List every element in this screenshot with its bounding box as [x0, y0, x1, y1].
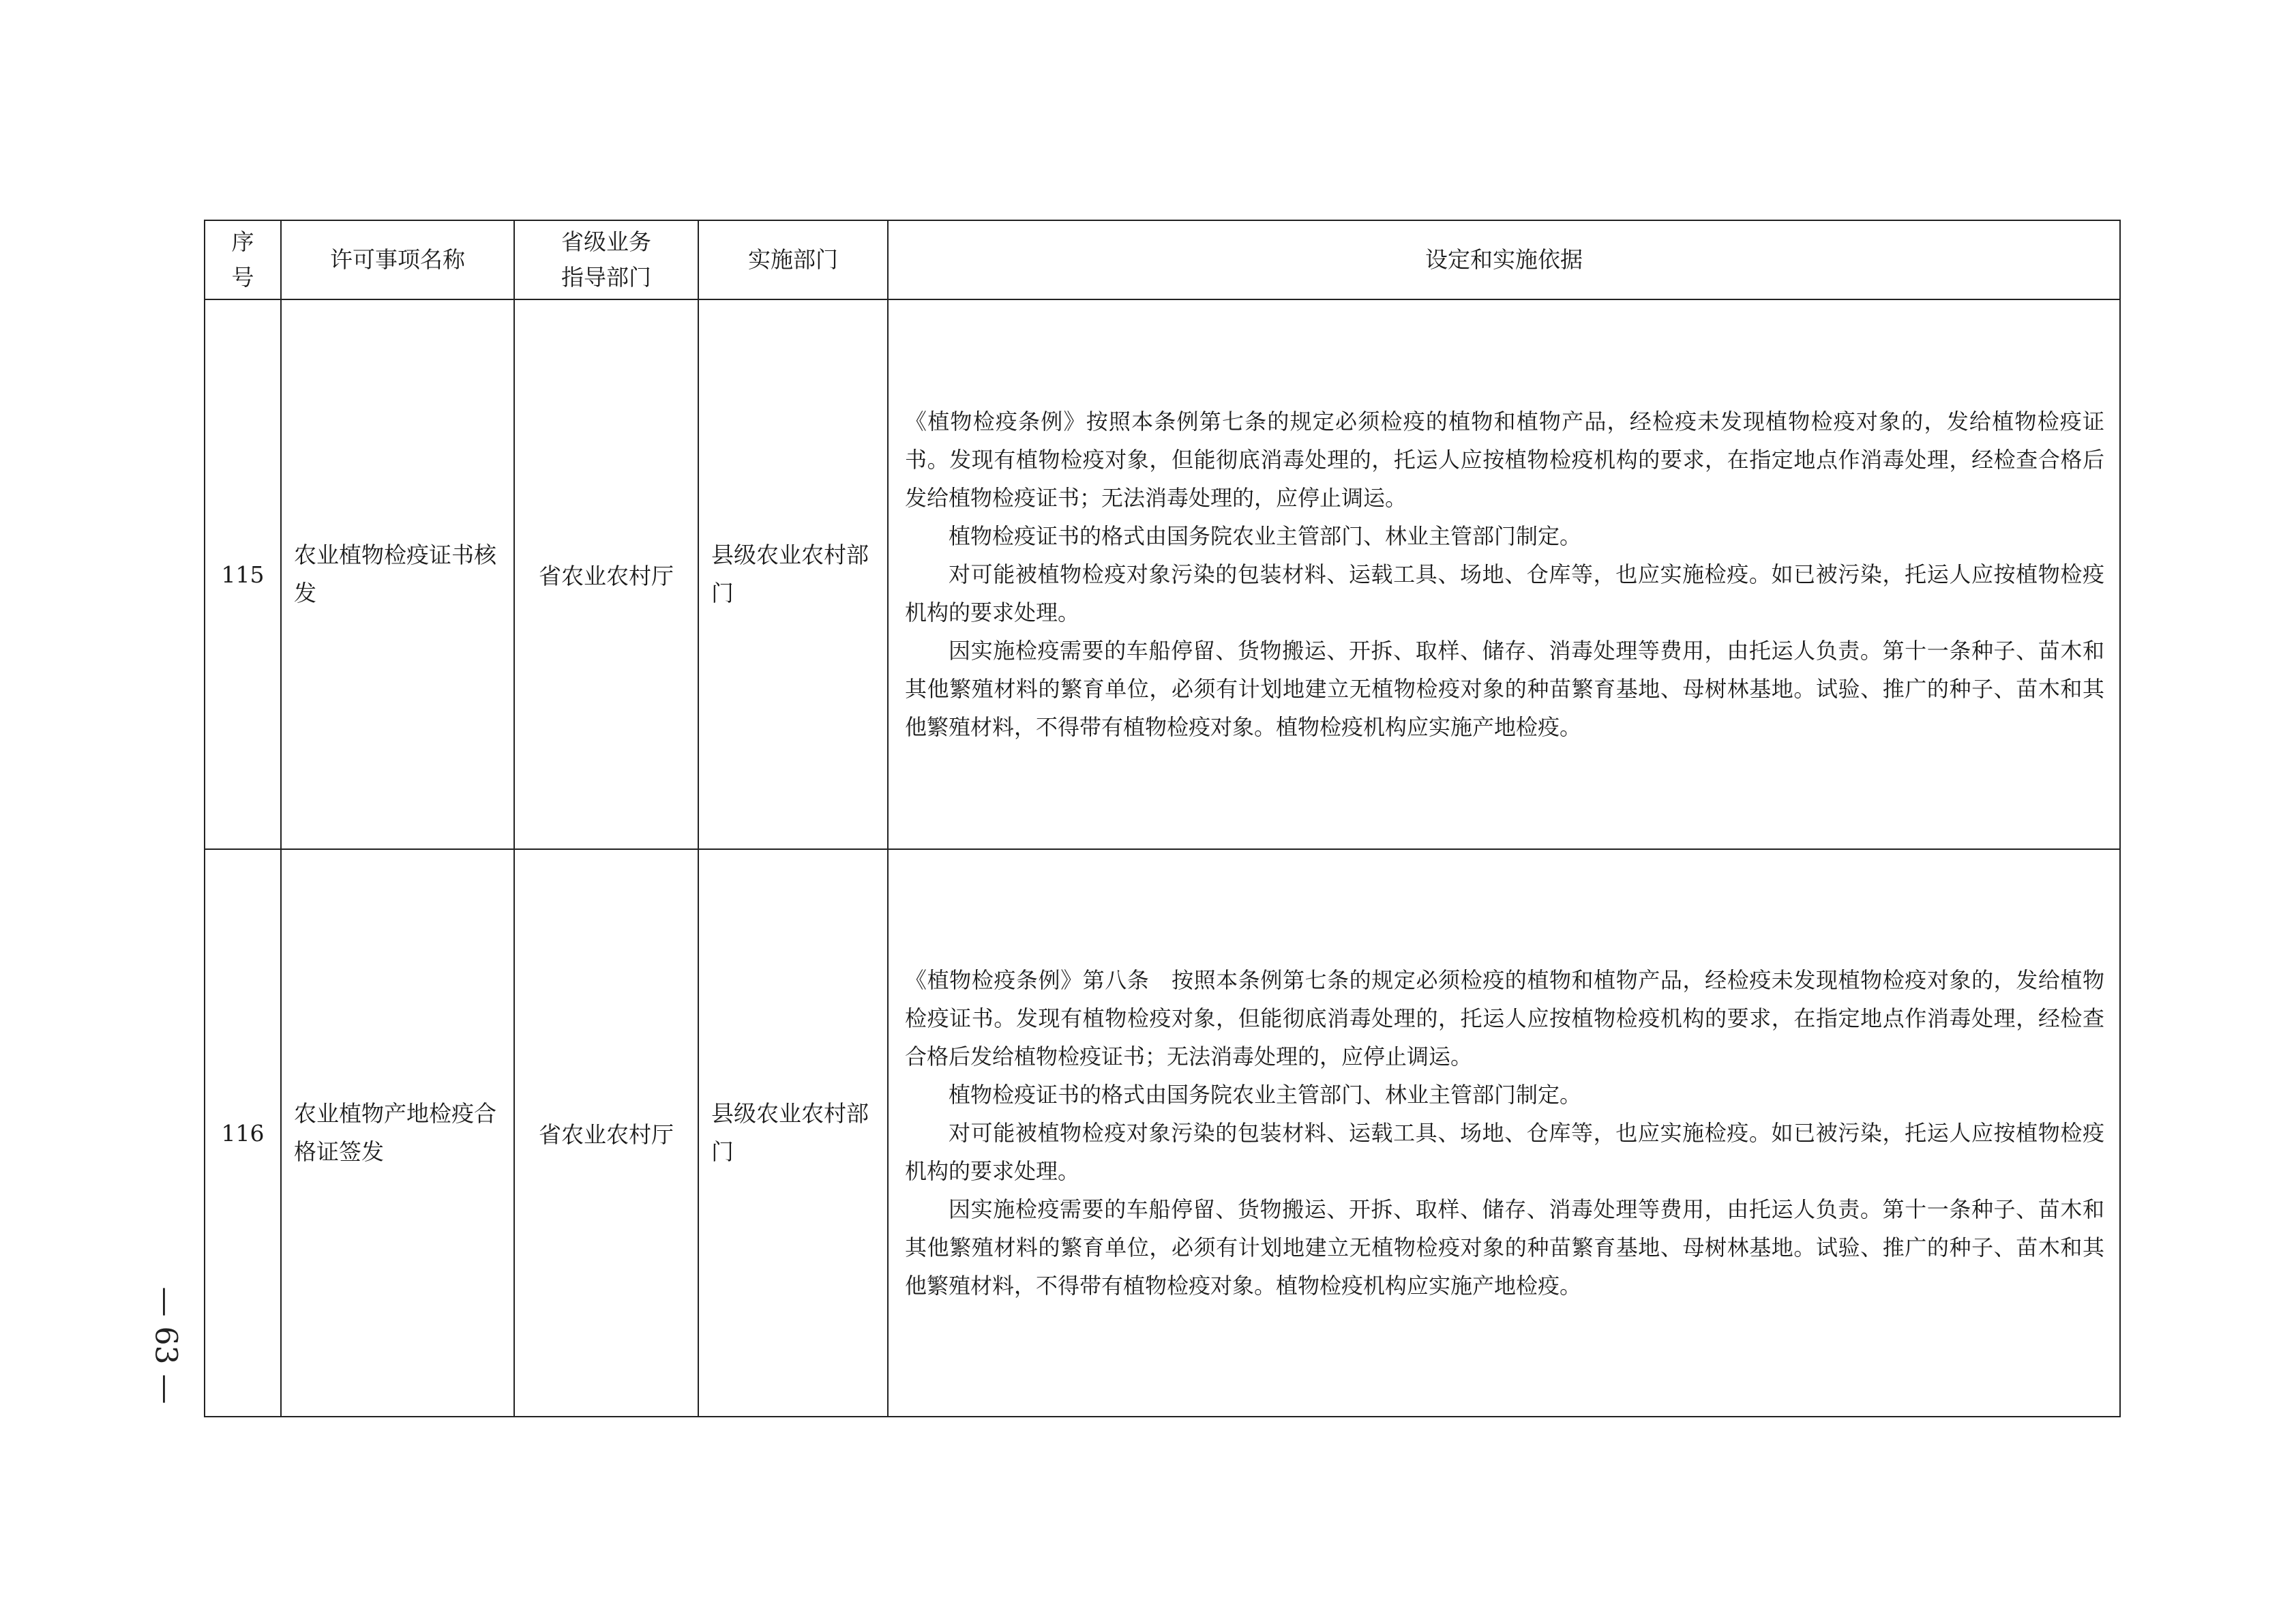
- basis-paragraph: 因实施检疫需要的车船停留、货物搬运、开拆、取样、储存、消毒处理等费用，由托运人负责。第十一条种子、苗木和其他繁殖材料的繁育单位，必须有计划地建立无植物检疫对象的种苗繁育基地、母树林基地。试验、推广的种子、苗木和其他繁殖材料，不得带有植物检疫对象。植物检疫机构应实施产地检疫。: [905, 638, 2104, 740]
- basis-paragraph: 因实施检疫需要的车船停留、货物搬运、开拆、取样、储存、消毒处理等费用，由托运人负责。第十一条种子、苗木和其他繁殖材料的繁育单位，必须有计划地建立无植物检疫对象的种苗繁育基地、母树林基地。试验、推广的种子、苗木和其他繁殖材料，不得带有植物检疫对象。植物检疫机构应实施产地检疫。: [905, 1196, 2104, 1299]
- header-no: 序号: [205, 220, 281, 299]
- page-number: [128, 1270, 203, 1420]
- table-header-row: [205, 220, 2120, 299]
- row-basis: [888, 299, 2120, 849]
- row-permit-name: 农业植物产地检疫合格证签发: [281, 849, 514, 1417]
- row-no: 115: [205, 299, 281, 849]
- row-impl-dept: 县级农业农村部门: [698, 849, 888, 1417]
- row-basis: [888, 849, 2120, 1417]
- header-basis: 设定和实施依据: [888, 220, 2120, 299]
- basis-paragraph: 对可能被植物检疫对象污染的包装材料、运载工具、场地、仓库等，也应实施检疫。如已被污染，托运人应按植物检疫机构的要求处理。: [905, 1120, 2104, 1184]
- basis-paragraph: 对可能被植物检疫对象污染的包装材料、运载工具、场地、仓库等，也应实施检疫。如已被污染，托运人应按植物检疫机构的要求处理。: [905, 561, 2104, 625]
- row-permit-name: 农业植物检疫证书核发: [281, 299, 514, 849]
- basis-paragraph: 植物检疫证书的格式由国务院农业主管部门、林业主管部门制定。: [949, 523, 1582, 549]
- header-name: 许可事项名称: [281, 220, 514, 299]
- table-row: [205, 299, 2120, 849]
- basis-paragraph: 《植物检疫条例》按照本条例第七条的规定必须检疫的植物和植物产品，经检疫未发现植物检疫对象的，发给植物检疫证书。发现有植物检疫对象，但能彻底消毒处理的，托运人应按植物检疫机构的要求，在指定地点作消毒处理，经检查合格后发给植物检疫证书；无法消毒处理的，应停止调运。: [905, 409, 2104, 511]
- row-dept: 省农业农村厅: [514, 849, 698, 1417]
- row-no: 116: [205, 849, 281, 1417]
- header-impl: 实施部门: [698, 220, 888, 299]
- permit-table: [204, 220, 2121, 1417]
- row-impl-dept: 县级农业农村部门: [698, 299, 888, 849]
- header-dept: 省级业务指导部门: [514, 220, 698, 299]
- row-dept: 省农业农村厅: [514, 299, 698, 849]
- basis-paragraph: 植物检疫证书的格式由国务院农业主管部门、林业主管部门制定。: [949, 1082, 1582, 1108]
- table-row: [205, 849, 2120, 1417]
- basis-paragraph: 《植物检疫条例》第八条 按照本条例第七条的规定必须检疫的植物和植物产品，经检疫未发现植物检疫对象的，发给植物检疫证书。发现有植物检疫对象，但能彻底消毒处理的，托运人应按植物检疫机构的要求，在指定地点作消毒处理，经检查合格后发给植物检疫证书；无法消毒处理的，应停止调运。: [905, 967, 2104, 1069]
- page-number-text: — 63 —: [148, 1286, 183, 1404]
